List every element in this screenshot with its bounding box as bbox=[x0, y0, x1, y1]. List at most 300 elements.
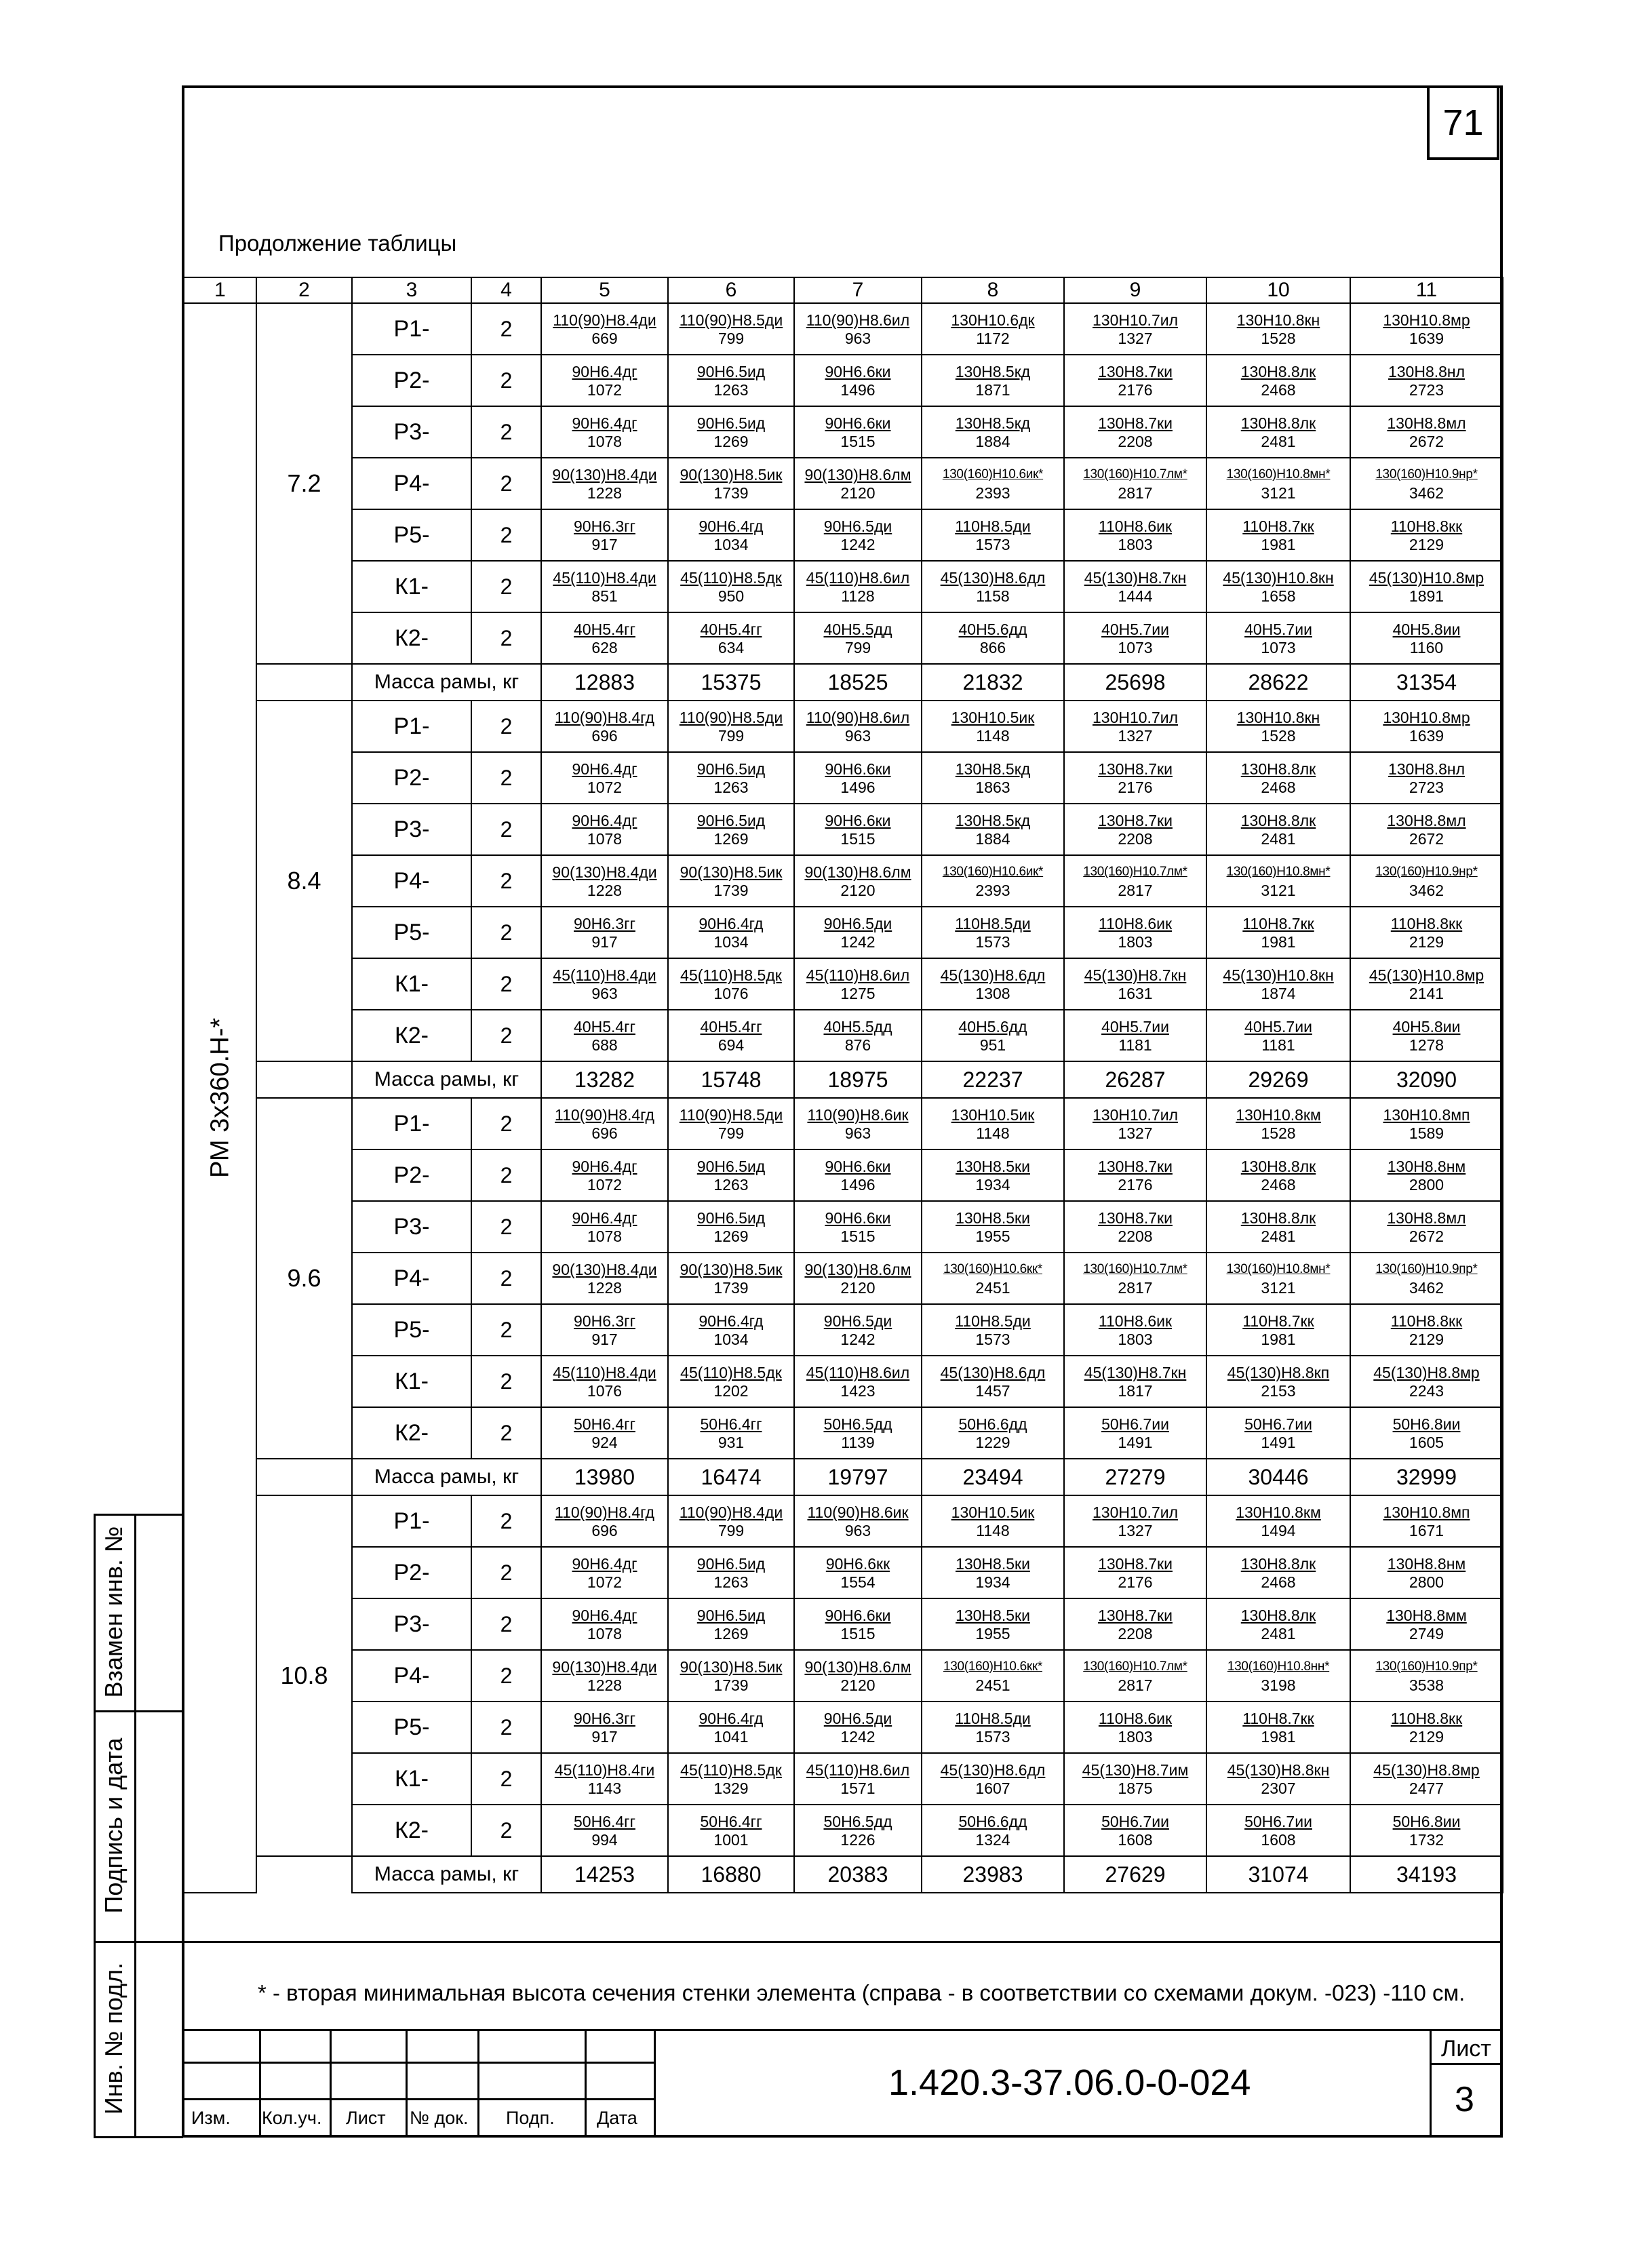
section-mark: 45(110)Н8.5дк bbox=[680, 966, 782, 984]
revision-label: Изм. bbox=[191, 2108, 231, 2128]
element-name: Р4- bbox=[352, 855, 471, 907]
section-cell bbox=[922, 1356, 1064, 1407]
section-weight: 1172 bbox=[976, 330, 1010, 347]
section-cell bbox=[794, 1098, 922, 1149]
frame-mass: 14253 bbox=[541, 1856, 668, 1893]
section-mark: 50Н6.8ии bbox=[1392, 1415, 1461, 1433]
section-weight: 1034 bbox=[713, 1331, 749, 1348]
section-weight: 866 bbox=[979, 639, 1006, 656]
section-weight: 1496 bbox=[840, 779, 876, 796]
section-mark: 110Н8.6ик bbox=[1098, 915, 1173, 932]
section-cell bbox=[541, 1650, 668, 1702]
section-cell bbox=[1206, 752, 1350, 804]
section-cell bbox=[1206, 1010, 1350, 1061]
section-weight: 1573 bbox=[975, 536, 1010, 553]
section-weight: 2393 bbox=[975, 484, 1010, 502]
section-mark: 50Н6.6дд bbox=[958, 1415, 1027, 1433]
section-cell bbox=[1350, 355, 1503, 406]
section-weight: 1327 bbox=[1118, 727, 1153, 745]
column-header: 6 bbox=[668, 277, 794, 303]
element-count: 2 bbox=[471, 855, 541, 907]
section-weight: 950 bbox=[717, 587, 745, 605]
mass-label: Масса рамы, кг bbox=[352, 1856, 541, 1893]
section-mark: 130Н8.8нм bbox=[1387, 1555, 1466, 1573]
frame-mass: 22237 bbox=[922, 1061, 1064, 1098]
column-header: 5 bbox=[541, 277, 668, 303]
section-weight: 2393 bbox=[975, 882, 1010, 899]
section-cell bbox=[794, 355, 922, 406]
section-cell bbox=[1064, 1805, 1206, 1856]
section-weight: 2307 bbox=[1261, 1779, 1296, 1797]
section-cell bbox=[668, 303, 794, 355]
section-mark: 110(90)Н8.4гд bbox=[555, 709, 654, 726]
section-weight: 1072 bbox=[587, 381, 623, 399]
section-cell bbox=[668, 1547, 794, 1598]
section-weight: 2672 bbox=[1409, 433, 1444, 450]
element-name: Р1- bbox=[352, 1098, 471, 1149]
section-weight: 3462 bbox=[1409, 1279, 1444, 1297]
section-cell bbox=[794, 907, 922, 958]
section-mark: 45(110)Н8.4ди bbox=[553, 966, 656, 984]
section-cell bbox=[668, 1598, 794, 1650]
section-mark: 130Н8.5кд bbox=[955, 760, 1031, 778]
section-weight: 1573 bbox=[975, 1728, 1010, 1746]
section-mark: 130Н10.6дк bbox=[951, 311, 1035, 329]
section-mark: 110Н8.5ди bbox=[955, 1312, 1031, 1330]
element-name: Р1- bbox=[352, 303, 471, 355]
section-mark: 130Н8.7ки bbox=[1098, 1158, 1173, 1175]
footnote: * - вторая минимальная высота сечения стенки элемента (справа - в соответствии со схемами докум. -023) -110 см. bbox=[258, 1980, 1466, 2005]
section-cell bbox=[1206, 907, 1350, 958]
section-cell bbox=[668, 1495, 794, 1547]
section-cell bbox=[541, 355, 668, 406]
section-mark: 90Н6.5ид bbox=[696, 1209, 766, 1227]
section-weight: 2120 bbox=[840, 1676, 876, 1694]
section-mark: 90(130)Н8.6лм bbox=[804, 863, 911, 881]
table-row bbox=[184, 752, 1503, 804]
section-cell bbox=[668, 1201, 794, 1253]
section-cell bbox=[1064, 1253, 1206, 1304]
frame-mass: 20383 bbox=[794, 1856, 922, 1893]
frame-mass: 34193 bbox=[1350, 1856, 1503, 1893]
section-weight: 1607 bbox=[975, 1779, 1010, 1797]
span-value: 8.4 bbox=[256, 701, 352, 1061]
section-mark: 130Н10.7ил bbox=[1092, 311, 1179, 329]
section-weight: 1148 bbox=[976, 1124, 1010, 1142]
table-row bbox=[184, 355, 1503, 406]
section-cell bbox=[541, 612, 668, 664]
frame-mass: 18525 bbox=[794, 664, 922, 701]
sheet-number: 3 bbox=[1455, 2080, 1474, 2119]
section-weight: 1263 bbox=[713, 381, 749, 399]
frame-mass: 27629 bbox=[1064, 1856, 1206, 1893]
section-cell bbox=[668, 612, 794, 664]
column-header: 4 bbox=[471, 277, 541, 303]
section-weight: 1076 bbox=[713, 985, 749, 1002]
section-mark: 90(130)Н8.4ди bbox=[552, 1658, 657, 1676]
section-weight: 963 bbox=[591, 985, 618, 1002]
section-cell bbox=[668, 1149, 794, 1201]
section-weight: 2468 bbox=[1261, 381, 1296, 399]
section-weight: 1128 bbox=[841, 587, 875, 605]
section-weight: 1073 bbox=[1118, 639, 1153, 656]
section-mark: 45(110)Н8.4ди bbox=[553, 569, 656, 587]
section-cell bbox=[922, 1598, 1064, 1650]
table-row bbox=[184, 509, 1503, 561]
section-cell bbox=[668, 1805, 794, 1856]
section-mark: 45(130)Н10.8кн bbox=[1223, 966, 1334, 984]
section-cell bbox=[794, 1495, 922, 1547]
section-mark: 50Н6.5дд bbox=[823, 1813, 892, 1830]
section-cell bbox=[1350, 1805, 1503, 1856]
section-cell bbox=[1064, 804, 1206, 855]
element-count: 2 bbox=[471, 561, 541, 612]
section-weight: 1934 bbox=[975, 1176, 1010, 1194]
section-cell bbox=[1064, 612, 1206, 664]
element-count: 2 bbox=[471, 1407, 541, 1459]
section-weight: 1076 bbox=[587, 1382, 623, 1400]
element-count: 2 bbox=[471, 1702, 541, 1753]
section-weight: 3462 bbox=[1409, 882, 1444, 899]
section-cell bbox=[541, 804, 668, 855]
element-name: Р3- bbox=[352, 804, 471, 855]
section-cell bbox=[922, 1702, 1064, 1753]
element-count: 2 bbox=[471, 1356, 541, 1407]
sheet-label: Лист bbox=[1441, 2036, 1491, 2062]
section-weight: 2817 bbox=[1118, 1676, 1153, 1694]
section-cell bbox=[1350, 509, 1503, 561]
section-cell bbox=[1064, 1495, 1206, 1547]
section-mark: 40Н5.5дд bbox=[823, 621, 892, 638]
section-weight: 1608 bbox=[1261, 1831, 1296, 1849]
section-weight: 799 bbox=[717, 330, 745, 347]
section-cell bbox=[668, 1010, 794, 1061]
section-mark: 130Н8.5кд bbox=[955, 414, 1031, 432]
section-weight: 3462 bbox=[1409, 484, 1444, 502]
section-cell bbox=[922, 804, 1064, 855]
section-weight: 1275 bbox=[840, 985, 876, 1002]
section-cell bbox=[922, 612, 1064, 664]
frame-mass: 30446 bbox=[1206, 1459, 1350, 1495]
section-cell bbox=[1206, 1650, 1350, 1702]
section-mark: 130Н8.5кд bbox=[955, 812, 1031, 829]
section-weight: 1269 bbox=[713, 1227, 749, 1245]
section-cell bbox=[794, 458, 922, 509]
section-cell bbox=[1350, 1598, 1503, 1650]
section-mark: 130(160)Н10.7лм* bbox=[1083, 865, 1187, 879]
section-weight: 1605 bbox=[1409, 1434, 1444, 1451]
section-weight: 2468 bbox=[1261, 1573, 1296, 1591]
section-mark: 130Н8.8нл bbox=[1388, 363, 1466, 380]
frame-mass: 13282 bbox=[541, 1061, 668, 1098]
section-weight: 799 bbox=[717, 1124, 745, 1142]
section-cell bbox=[1064, 458, 1206, 509]
table-row bbox=[184, 1495, 1503, 1547]
section-mark: 130(160)Н10.8мн* bbox=[1226, 467, 1331, 481]
frame-mass: 19797 bbox=[794, 1459, 922, 1495]
section-weight: 1874 bbox=[1261, 985, 1296, 1002]
section-mark: 50Н6.5дд bbox=[823, 1415, 892, 1433]
mass-row-blank bbox=[256, 1856, 352, 1893]
section-cell bbox=[794, 1010, 922, 1061]
section-weight: 3538 bbox=[1409, 1676, 1444, 1694]
section-cell bbox=[541, 958, 668, 1010]
section-weight: 917 bbox=[591, 1728, 618, 1746]
table-row bbox=[184, 1356, 1503, 1407]
section-cell bbox=[1064, 701, 1206, 752]
section-mark: 90Н6.6ки bbox=[825, 812, 891, 829]
section-weight: 1242 bbox=[840, 1331, 876, 1348]
section-cell bbox=[1064, 752, 1206, 804]
table-header-row bbox=[184, 277, 1503, 303]
mass-row bbox=[184, 1061, 1503, 1098]
section-weight: 1324 bbox=[975, 1831, 1010, 1849]
section-cell bbox=[1206, 958, 1350, 1010]
section-cell bbox=[1064, 509, 1206, 561]
section-mark: 110Н8.5ди bbox=[955, 1710, 1031, 1727]
section-mark: 110Н8.7кк bbox=[1242, 1312, 1314, 1330]
section-mark: 130Н8.8нм bbox=[1387, 1158, 1466, 1175]
section-weight: 1884 bbox=[975, 433, 1010, 450]
table-row bbox=[184, 561, 1503, 612]
section-weight: 1981 bbox=[1261, 1728, 1296, 1746]
mass-label: Масса рамы, кг bbox=[352, 1459, 541, 1495]
section-cell bbox=[1064, 1149, 1206, 1201]
section-mark: 90Н6.6ки bbox=[825, 363, 891, 380]
section-mark: 130(160)Н10.8мн* bbox=[1226, 865, 1331, 879]
column-header: 7 bbox=[794, 277, 922, 303]
element-name: Р5- bbox=[352, 509, 471, 561]
section-mark: 130Н8.8лк bbox=[1240, 1607, 1316, 1624]
section-mark: 110Н8.6ик bbox=[1098, 517, 1173, 535]
section-weight: 1226 bbox=[840, 1831, 876, 1849]
section-weight: 2208 bbox=[1118, 1227, 1153, 1245]
section-weight: 1148 bbox=[976, 1522, 1010, 1539]
signature-label: Подп. bbox=[506, 2108, 555, 2128]
section-cell bbox=[1350, 804, 1503, 855]
section-weight: 1034 bbox=[713, 933, 749, 951]
section-weight: 2176 bbox=[1118, 381, 1153, 399]
section-weight: 2451 bbox=[975, 1676, 1010, 1694]
frame-mass: 15375 bbox=[668, 664, 794, 701]
table-row bbox=[184, 1598, 1503, 1650]
section-cell bbox=[668, 907, 794, 958]
section-mark: 40Н5.7ии bbox=[1244, 621, 1312, 638]
section-weight: 2153 bbox=[1261, 1382, 1296, 1400]
section-weight: 1327 bbox=[1118, 1522, 1153, 1539]
section-cell bbox=[668, 1753, 794, 1805]
section-cell bbox=[1350, 406, 1503, 458]
table-row bbox=[184, 1201, 1503, 1253]
section-weight: 2481 bbox=[1261, 1625, 1296, 1643]
section-weight: 1181 bbox=[1261, 1036, 1295, 1054]
section-mark: 40Н5.4гг bbox=[700, 621, 762, 638]
element-count: 2 bbox=[471, 1201, 541, 1253]
section-mark: 90Н6.5ди bbox=[823, 1710, 892, 1727]
frame-mass: 32090 bbox=[1350, 1061, 1503, 1098]
section-cell bbox=[794, 1356, 922, 1407]
section-weight: 634 bbox=[717, 639, 745, 656]
section-mark: 40Н5.5дд bbox=[823, 1018, 892, 1036]
section-mark: 130(160)Н10.6кк* bbox=[943, 1262, 1042, 1276]
section-weight: 917 bbox=[591, 933, 618, 951]
section-cell bbox=[1350, 1010, 1503, 1061]
section-weight: 1242 bbox=[840, 1728, 876, 1746]
section-weight: 1639 bbox=[1409, 330, 1444, 347]
section-cell bbox=[541, 1304, 668, 1356]
frame-mass: 13980 bbox=[541, 1459, 668, 1495]
section-mark: 130Н10.5ик bbox=[951, 1503, 1035, 1521]
section-weight: 1732 bbox=[1409, 1831, 1444, 1849]
section-mark: 40Н5.7ии bbox=[1244, 1018, 1312, 1036]
section-cell bbox=[922, 752, 1064, 804]
section-mark: 130(160)Н10.8нн* bbox=[1227, 1659, 1330, 1674]
section-cell bbox=[922, 355, 1064, 406]
section-cell bbox=[1206, 855, 1350, 907]
mass-row bbox=[184, 1459, 1503, 1495]
table-row bbox=[184, 1010, 1503, 1061]
section-mark: 130Н8.8лк bbox=[1240, 363, 1316, 380]
element-name: Р5- bbox=[352, 907, 471, 958]
section-mark: 110(90)Н8.4ди bbox=[553, 311, 656, 329]
section-cell bbox=[922, 1805, 1064, 1856]
section-mark: 40Н5.8ии bbox=[1392, 1018, 1461, 1036]
section-weight: 1515 bbox=[840, 830, 876, 848]
section-mark: 130Н8.7ки bbox=[1098, 363, 1173, 380]
section-weight: 1143 bbox=[587, 1779, 622, 1797]
section-cell bbox=[1206, 303, 1350, 355]
section-mark: 130Н8.5кд bbox=[955, 363, 1031, 380]
section-mark: 110Н8.8кк bbox=[1390, 915, 1463, 932]
section-weight: 694 bbox=[717, 1036, 745, 1054]
section-mark: 90Н6.5ид bbox=[696, 1555, 766, 1573]
section-mark: 130Н10.8км bbox=[1236, 1503, 1321, 1521]
frame-mass: 25698 bbox=[1064, 664, 1206, 701]
section-weight: 1884 bbox=[975, 830, 1010, 848]
section-weight: 2468 bbox=[1261, 779, 1296, 796]
section-weight: 1229 bbox=[975, 1434, 1010, 1451]
section-cell bbox=[541, 1805, 668, 1856]
frame-mass: 16474 bbox=[668, 1459, 794, 1495]
section-cell bbox=[922, 509, 1064, 561]
section-mark: 40Н5.6дд bbox=[958, 621, 1027, 638]
section-mark: 90Н6.4гд bbox=[699, 915, 764, 932]
element-name: К1- bbox=[352, 1356, 471, 1407]
section-cell bbox=[922, 1547, 1064, 1598]
section-cell bbox=[541, 1253, 668, 1304]
section-cell bbox=[794, 303, 922, 355]
element-count: 2 bbox=[471, 1098, 541, 1149]
section-mark: 130Н8.7ки bbox=[1098, 1607, 1173, 1624]
table-row bbox=[184, 907, 1503, 958]
document-code: 1.420.3-37.06.0-0-024 bbox=[888, 2062, 1251, 2103]
section-cell bbox=[922, 958, 1064, 1010]
section-cell bbox=[1350, 1304, 1503, 1356]
element-name: Р3- bbox=[352, 1598, 471, 1650]
section-cell bbox=[922, 1149, 1064, 1201]
element-count: 2 bbox=[471, 1547, 541, 1598]
section-weight: 1228 bbox=[587, 484, 623, 502]
section-cell bbox=[1064, 1304, 1206, 1356]
section-cell bbox=[1350, 1356, 1503, 1407]
section-cell bbox=[1206, 1407, 1350, 1459]
section-mark: 130Н8.8нл bbox=[1388, 760, 1466, 778]
section-mark: 130(160)Н10.6ик* bbox=[942, 467, 1044, 481]
element-name: К1- bbox=[352, 561, 471, 612]
section-cell bbox=[1206, 1547, 1350, 1598]
section-mark: 130Н8.5ки bbox=[956, 1555, 1030, 1573]
section-mark: 50Н6.7ии bbox=[1101, 1813, 1169, 1830]
section-weight: 1148 bbox=[976, 727, 1010, 745]
table-row bbox=[184, 458, 1503, 509]
section-mark: 110(90)Н8.4гд bbox=[555, 1503, 654, 1521]
section-cell bbox=[794, 855, 922, 907]
section-cell bbox=[794, 612, 922, 664]
section-mark: 90Н6.4дг bbox=[572, 363, 637, 380]
section-cell bbox=[1206, 1304, 1350, 1356]
section-weight: 2800 bbox=[1409, 1176, 1444, 1194]
element-count: 2 bbox=[471, 612, 541, 664]
section-weight: 696 bbox=[591, 727, 618, 745]
section-weight: 1073 bbox=[1261, 639, 1296, 656]
section-weight: 2129 bbox=[1409, 1331, 1444, 1348]
section-cell bbox=[1206, 1149, 1350, 1201]
section-weight: 1739 bbox=[713, 1676, 749, 1694]
section-cell bbox=[794, 958, 922, 1010]
section-mark: 130Н10.8мп bbox=[1383, 1503, 1470, 1521]
section-weight: 2243 bbox=[1409, 1382, 1444, 1400]
section-cell bbox=[1064, 1356, 1206, 1407]
section-cell bbox=[1350, 855, 1503, 907]
section-mark: 45(130)Н8.8кп bbox=[1227, 1364, 1330, 1381]
section-mark: 130Н8.5ки bbox=[956, 1607, 1030, 1624]
section-mark: 45(130)Н8.8мр bbox=[1373, 1364, 1480, 1381]
section-cell bbox=[922, 1253, 1064, 1304]
section-cell bbox=[541, 701, 668, 752]
section-weight: 2129 bbox=[1409, 933, 1444, 951]
section-cell bbox=[668, 1702, 794, 1753]
section-cell bbox=[922, 1495, 1064, 1547]
column-header: 1 bbox=[184, 277, 256, 303]
section-mark: 40Н5.4гг bbox=[700, 1018, 762, 1036]
section-weight: 2723 bbox=[1409, 779, 1444, 796]
page-number: 71 bbox=[1427, 85, 1499, 160]
section-cell bbox=[922, 561, 1064, 612]
section-weight: 1160 bbox=[1409, 639, 1444, 656]
section-mark: 90Н6.6ки bbox=[825, 414, 891, 432]
section-cell bbox=[794, 1201, 922, 1253]
section-mark: 40Н5.4гг bbox=[574, 1018, 635, 1036]
section-weight: 1078 bbox=[587, 433, 623, 450]
section-weight: 2477 bbox=[1409, 1779, 1444, 1797]
section-mark: 90(130)Н8.5ик bbox=[680, 1658, 783, 1676]
section-mark: 45(130)Н10.8мр bbox=[1369, 569, 1484, 587]
section-mark: 130Н8.8лк bbox=[1240, 1555, 1316, 1573]
original-inventory-label: Инв. № подл. bbox=[100, 1962, 127, 2115]
section-weight: 1158 bbox=[976, 587, 1010, 605]
section-mark: 110Н8.7кк bbox=[1242, 517, 1314, 535]
section-weight: 1329 bbox=[713, 1779, 749, 1797]
section-cell bbox=[1064, 1098, 1206, 1149]
section-weight: 1072 bbox=[587, 779, 623, 796]
section-mark: 45(130)Н10.8кн bbox=[1223, 569, 1334, 587]
column-header: 2 bbox=[256, 277, 352, 303]
table-row bbox=[184, 406, 1503, 458]
element-name: Р2- bbox=[352, 1547, 471, 1598]
section-cell bbox=[668, 804, 794, 855]
element-count: 2 bbox=[471, 907, 541, 958]
section-mark: 90Н6.4дг bbox=[572, 1607, 637, 1624]
